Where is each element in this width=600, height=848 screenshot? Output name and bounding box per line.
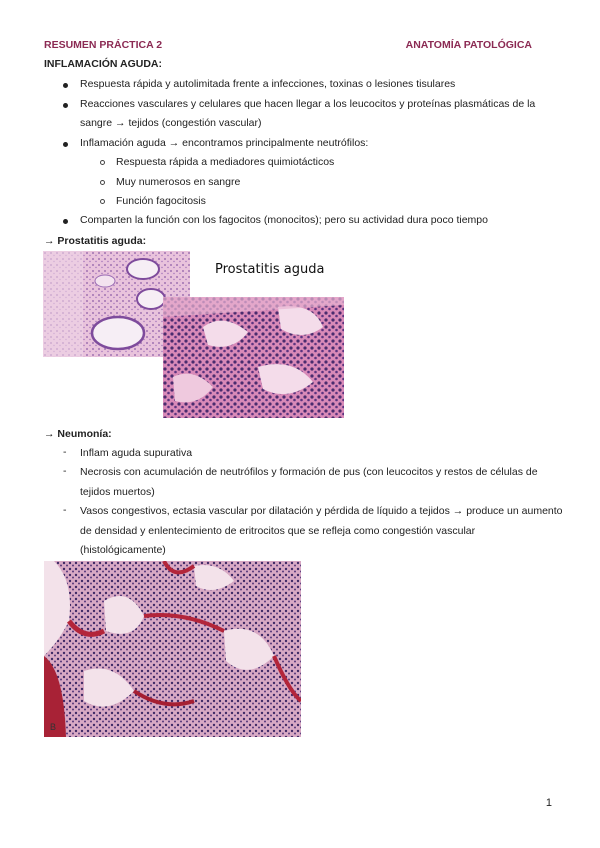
bullet-circle-icon	[100, 199, 105, 204]
header-right-title: ANATOMÍA PATOLÓGICA	[405, 39, 532, 51]
dash-item: Necrosis con acumulación de neutrófilos y formación de pus (con leucocitos y restos de células de	[80, 466, 538, 478]
section-title-inflamacion: INFLAMACIÓN AGUDA:	[44, 58, 163, 70]
section-title-neumonia: → Neumonía:	[44, 428, 112, 440]
sub-bullet-item: Muy numerosos en sangre	[116, 176, 241, 188]
neumonia-histology-image	[44, 561, 301, 737]
bullet-item-continuation: sangre → tejidos (congestión vascular)	[80, 117, 262, 129]
bullet-item: Inflamación aguda → encontramos principalmente neutrófilos:	[80, 137, 369, 149]
page-number: 1	[545, 797, 552, 809]
dash-item-continuation: de densidad y enlentecimiento de eritrocitos que se refleja como congestión vascular	[80, 525, 476, 537]
dash-marker: -	[63, 446, 67, 458]
dash-item-continuation: (histológicamente)	[80, 544, 166, 556]
bullet-item: Reacciones vasculares y celulares que hacen llegar a los leucocitos y proteínas plasmáticas de la	[80, 98, 536, 110]
section-title-prostatitis: → Prostatitis aguda:	[44, 235, 147, 247]
dash-marker: -	[63, 504, 67, 516]
bullet-dot-icon	[63, 142, 68, 147]
dash-item: Vasos congestivos, ectasia vascular por dilatación y pérdida de líquido a tejidos → produce un aumento	[80, 505, 563, 517]
prostatitis-highpower-image	[163, 297, 344, 418]
bullet-circle-icon	[100, 160, 105, 165]
bullet-item: Comparten la función con los fagocitos (monocitos); pero su actividad dura poco tiempo	[80, 214, 488, 226]
bullet-dot-icon	[63, 219, 68, 224]
bullet-item: Respuesta rápida y autolimitada frente a infecciones, toxinas o lesiones tisulares	[80, 78, 456, 90]
prostatitis-image-caption: Prostatitis aguda	[215, 262, 325, 277]
image-panel-label: B	[50, 722, 57, 732]
bullet-circle-icon	[100, 180, 105, 185]
dash-item-continuation: tejidos muertos)	[80, 486, 155, 498]
header-left-title: RESUMEN PRÁCTICA 2	[44, 39, 163, 51]
dash-item: Inflam aguda supurativa	[80, 447, 193, 459]
bullet-dot-icon	[63, 103, 68, 108]
bullet-dot-icon	[63, 83, 68, 88]
sub-bullet-item: Función fagocitosis	[116, 195, 206, 207]
sub-bullet-item: Respuesta rápida a mediadores quimiotácticos	[116, 156, 335, 168]
dash-marker: -	[63, 465, 67, 477]
